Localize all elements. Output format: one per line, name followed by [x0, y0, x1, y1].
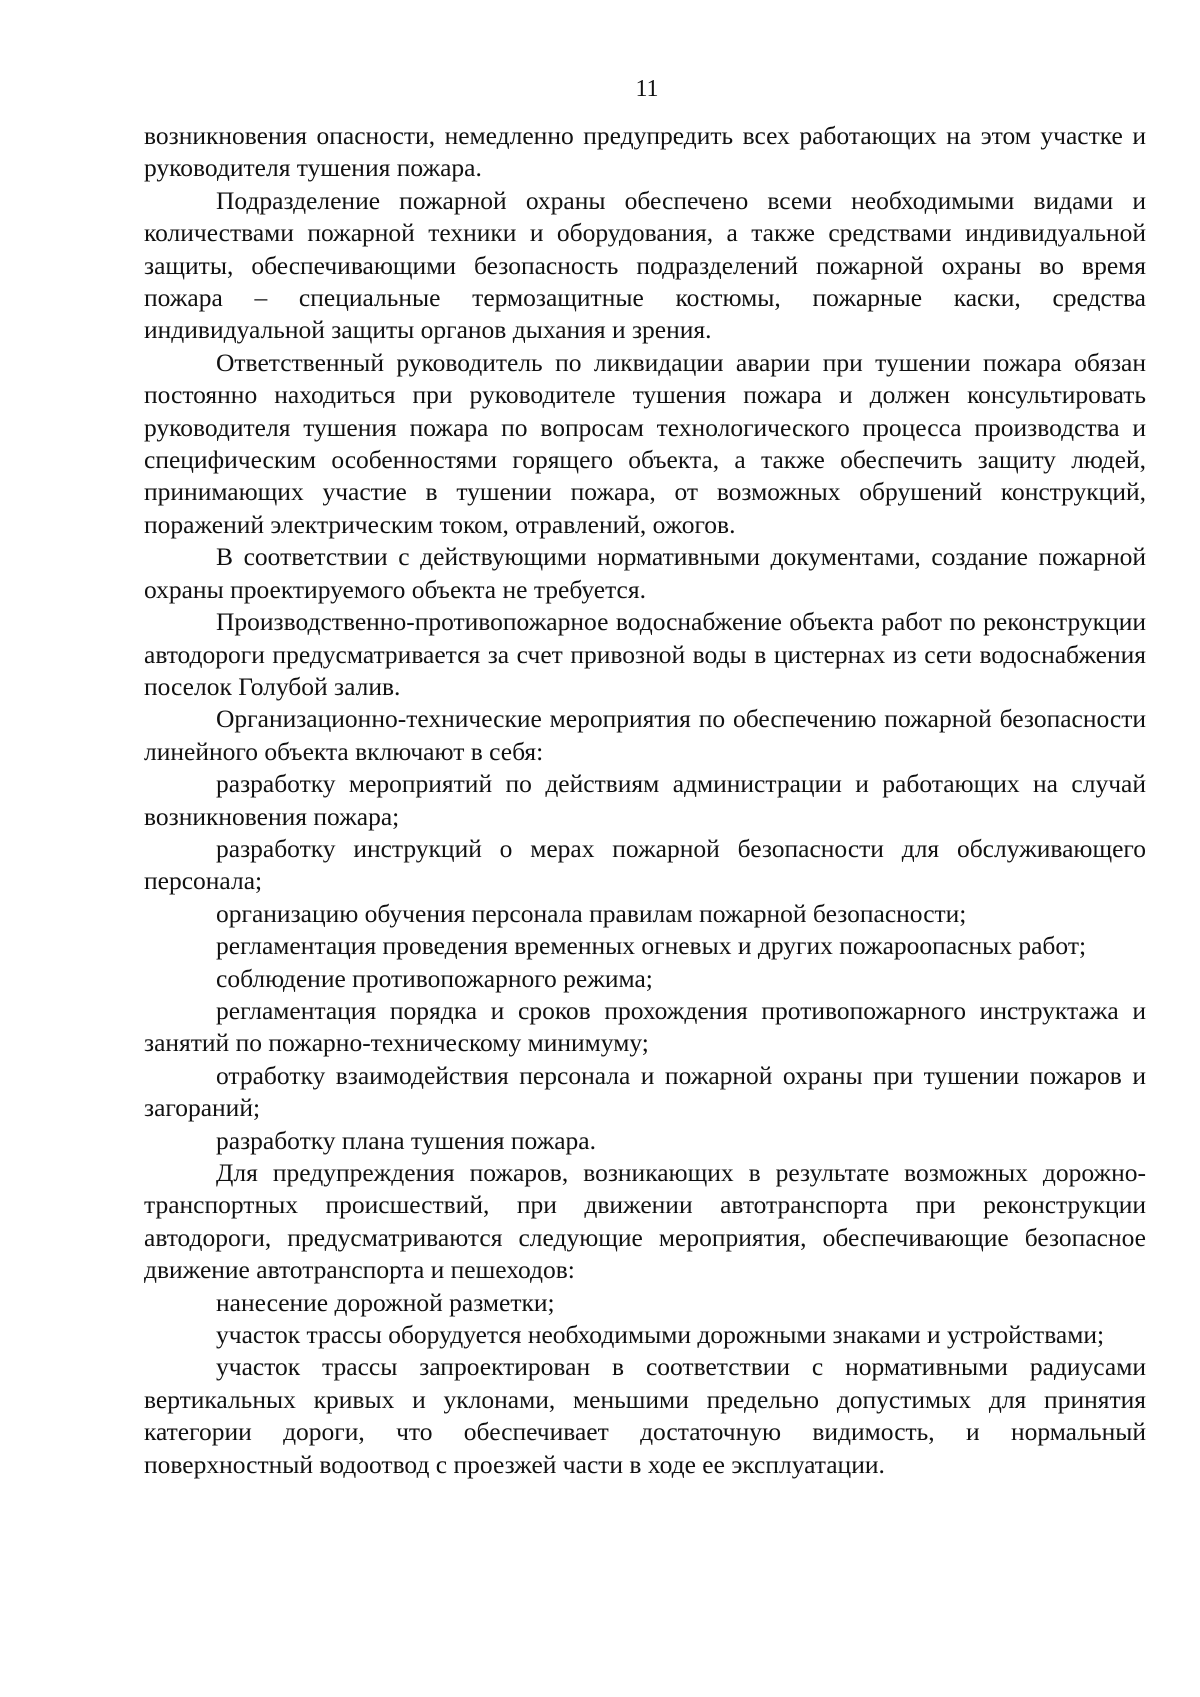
paragraph-organizational-measures: Организационно-технические мероприятия по обеспечению пожарной безопасности линейного объекта включают в себя:: [144, 704, 1146, 766]
paragraph-responsible-manager: Ответственный руководитель по ликвидации аварии при тушении пожара обязан постоянно находиться при руководителе тушения пожара и должен консультировать руководителя тушения пожара по вопросам технологического процесса производства и специфическим особенностями горящего объекта, а также обеспечить защиту людей, принимающих участие в тушении пожара, от возможных обрушений конструкций, поражений электрическим током, отравлений, ожогов.: [144, 347, 1146, 539]
list-item: участок трассы запроектирован в соответствии с нормативными радиусами вертикальных кривых и уклонами, меньшими предельно допустимых для принятия категории дороги, что обеспечивает достаточную видимость, и нормальный поверхностный водоотвод с проезжей части в ходе ее эксплуатации.: [144, 1352, 1146, 1479]
paragraph-fire-brigade-equipment: Подразделение пожарной охраны обеспечено всеми необходимыми видами и количествами пожарной техники и оборудования, а также средствами индивидуальной защиты, обеспечивающими безопасность подразделений пожарной охраны во время пожара – специальные термозащитные костюмы, пожарные каски, средства индивидуальной защиты органов дыхания и зрения.: [144, 185, 1146, 345]
list-item: регламентация порядка и сроков прохождения противопожарного инструктажа и занятий по пожарно-техническому минимуму;: [144, 995, 1146, 1058]
paragraph-water-supply: Производственно-противопожарное водоснабжение объекта работ по реконструкции автодороги предусматривается за счет привозной воды в цистернах из сети водоснабжения поселок Голубой залив.: [144, 607, 1146, 701]
paragraph-continuation: возникновения опасности, немедленно предупредить всех работающих на этом участке и руководителя тушения пожара.: [144, 121, 1146, 183]
page-number: 11: [635, 76, 659, 102]
list-item: регламентация проведения временных огневых и других пожароопасных работ;: [216, 931, 1087, 961]
paragraph-fire-brigade-not-required: В соответствии с действующими нормативными документами, создание пожарной охраны проектируемого объекта не требуется.: [144, 542, 1146, 604]
list-item: организацию обучения персонала правилам пожарной безопасности;: [216, 898, 967, 928]
list-item: разработку плана тушения пожара.: [216, 1125, 596, 1155]
list-item: отработку взаимодействия персонала и пожарной охраны при тушении пожаров и загораний;: [144, 1060, 1146, 1123]
list-item: соблюдение противопожарного режима;: [216, 963, 653, 993]
paragraph-traffic-safety: Для предупреждения пожаров, возникающих в результате возможных дорожно-транспортных происшествий, при движении автотранспорта при реконструкции автодороги, предусматриваются следующие мероприятия, обеспечивающие безопасное движение автотранспорта и пешеходов:: [144, 1158, 1146, 1285]
list-item: разработку инструкций о мерах пожарной безопасности для обслуживающего персонала;: [144, 833, 1146, 896]
list-item: разработку мероприятий по действиям администрации и работающих на случай возникновения пожара;: [144, 769, 1146, 831]
list-item: участок трассы оборудуется необходимыми дорожными знаками и устройствами;: [216, 1320, 1105, 1350]
list-item: нанесение дорожной разметки;: [216, 1287, 555, 1317]
body-text: [144, 120, 1146, 1481]
